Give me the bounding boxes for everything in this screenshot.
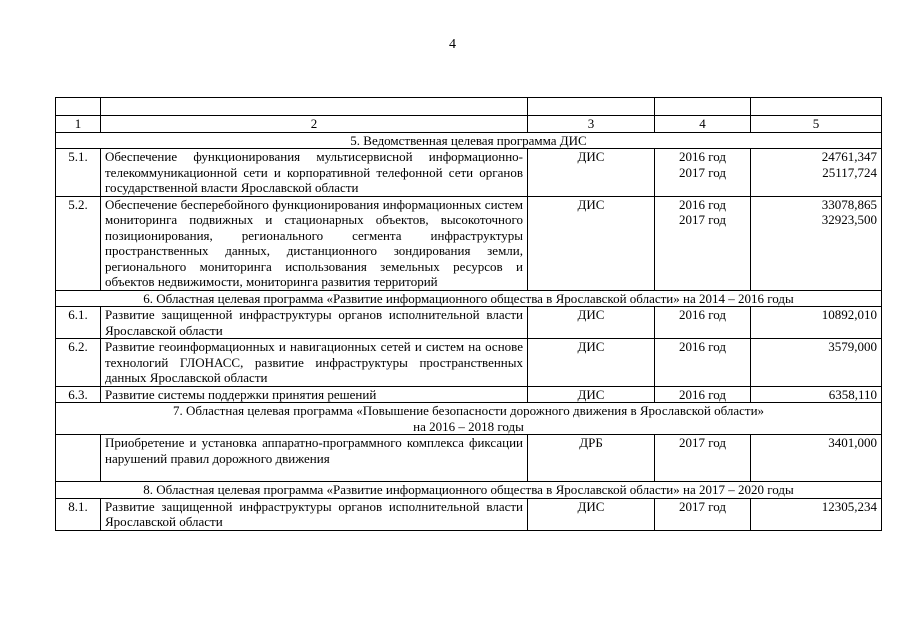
header-cell bbox=[751, 98, 882, 116]
row-amount: 32923,500 bbox=[821, 212, 877, 227]
column-number: 2 bbox=[101, 116, 528, 133]
row-year: 2016 год bbox=[655, 339, 751, 387]
header-cell bbox=[101, 98, 528, 116]
row-amount: 10892,010 bbox=[751, 307, 882, 339]
section-title-row bbox=[56, 403, 882, 435]
row-number bbox=[56, 435, 101, 482]
header-cell bbox=[56, 98, 101, 116]
row-description: Обеспечение бесперебойного функционирования информационных систем мониторинга подвижных и стационарных объектов, высокоточного позиционирования, регионального сегмента инфраструктуры пространственных данных, дистанционного зондирования земли, регионального мониторинга использования земельных ресурсов и объектов недвижимости, мониторинга развития территорий bbox=[101, 196, 528, 290]
row-amounts bbox=[751, 196, 882, 290]
row-year: 2017 год bbox=[679, 164, 726, 180]
row-executor: ДИС bbox=[528, 386, 655, 403]
column-number: 3 bbox=[528, 116, 655, 133]
header-cell bbox=[528, 98, 655, 116]
row-amount: 33078,865 bbox=[821, 196, 877, 212]
row-year: 2017 год bbox=[655, 498, 751, 530]
row-years bbox=[655, 149, 751, 197]
table-header-empty-row bbox=[56, 98, 882, 116]
row-executor: ДИС bbox=[528, 307, 655, 339]
table-row bbox=[56, 307, 882, 339]
row-description: Развитие защищенной инфраструктуры органов исполнительной власти Ярославской области bbox=[101, 498, 528, 530]
section-title-row bbox=[56, 290, 882, 307]
row-amount: 6358,110 bbox=[751, 386, 882, 403]
row-amount: 12305,234 bbox=[751, 498, 882, 530]
column-number: 1 bbox=[56, 116, 101, 133]
section-title-line: на 2016 – 2018 годы bbox=[413, 418, 524, 434]
row-amount: 3579,000 bbox=[751, 339, 882, 387]
row-description-text: Приобретение и установка аппаратно-программного комплекса фиксации нарушений правил дорожного движения bbox=[105, 435, 523, 466]
table-column-numbers-row bbox=[56, 116, 882, 133]
row-number: 6.2. bbox=[56, 339, 101, 387]
row-executor: ДИС bbox=[528, 149, 655, 197]
column-number: 4 bbox=[655, 116, 751, 133]
section-title-line: 7. Областная целевая программа «Повышение безопасности дорожного движения в Ярославской области» bbox=[172, 403, 765, 418]
row-year: 2017 год bbox=[679, 212, 726, 227]
row-description: Развитие защищенной инфраструктуры органов исполнительной власти Ярославской области bbox=[101, 307, 528, 339]
row-amount: 24761,347 bbox=[821, 149, 877, 164]
section-title: 5. Ведомственная целевая программа ДИС bbox=[56, 132, 882, 149]
row-year: 2017 год bbox=[655, 435, 751, 482]
row-description bbox=[101, 435, 528, 482]
row-executor: ДИС bbox=[528, 498, 655, 530]
row-year: 2016 год bbox=[655, 386, 751, 403]
section-title: 6. Областная целевая программа «Развитие информационного общества в Ярославской области» на 2014 – 2016 годы bbox=[56, 290, 882, 307]
section-title bbox=[56, 403, 882, 435]
table-row bbox=[56, 386, 882, 403]
row-years bbox=[655, 196, 751, 290]
section-title-row bbox=[56, 132, 882, 149]
row-number: 5.1. bbox=[56, 149, 101, 197]
row-executor: ДИС bbox=[528, 196, 655, 290]
table-row bbox=[56, 196, 882, 290]
row-description: Обеспечение функционирования мультисервисной информационно-телекоммуникационной сети и корпоративной телефонной сети органов государственной власти Ярославской области bbox=[101, 149, 528, 197]
row-amount: 25117,724 bbox=[822, 164, 877, 180]
row-description: Развитие геоинформационных и навигационных сетей и систем на основе технологий ГЛОНАСС, развитие инфраструктуры пространственных данных Ярославской области bbox=[101, 339, 528, 387]
row-number: 5.2. bbox=[56, 196, 101, 290]
header-cell bbox=[655, 98, 751, 116]
section-title: 8. Областная целевая программа «Развитие информационного общества в Ярославской области» на 2017 – 2020 годы bbox=[56, 482, 882, 499]
table-row bbox=[56, 498, 882, 530]
row-year: 2016 год bbox=[679, 196, 726, 212]
table-row bbox=[56, 149, 882, 197]
section-title-row bbox=[56, 482, 882, 499]
row-amounts bbox=[751, 149, 882, 197]
row-executor: ДРБ bbox=[528, 435, 655, 482]
row-year: 2016 год bbox=[655, 307, 751, 339]
row-executor: ДИС bbox=[528, 339, 655, 387]
row-year: 2016 год bbox=[679, 149, 726, 164]
row-amount: 3401,000 bbox=[751, 435, 882, 482]
page-number: 4 bbox=[449, 37, 456, 52]
column-number: 5 bbox=[751, 116, 882, 133]
table-row bbox=[56, 435, 882, 482]
row-number: 8.1. bbox=[56, 498, 101, 530]
row-number: 6.1. bbox=[56, 307, 101, 339]
table-row bbox=[56, 339, 882, 387]
program-table bbox=[55, 97, 882, 531]
row-number: 6.3. bbox=[56, 386, 101, 403]
row-description: Развитие системы поддержки принятия решений bbox=[101, 386, 528, 403]
